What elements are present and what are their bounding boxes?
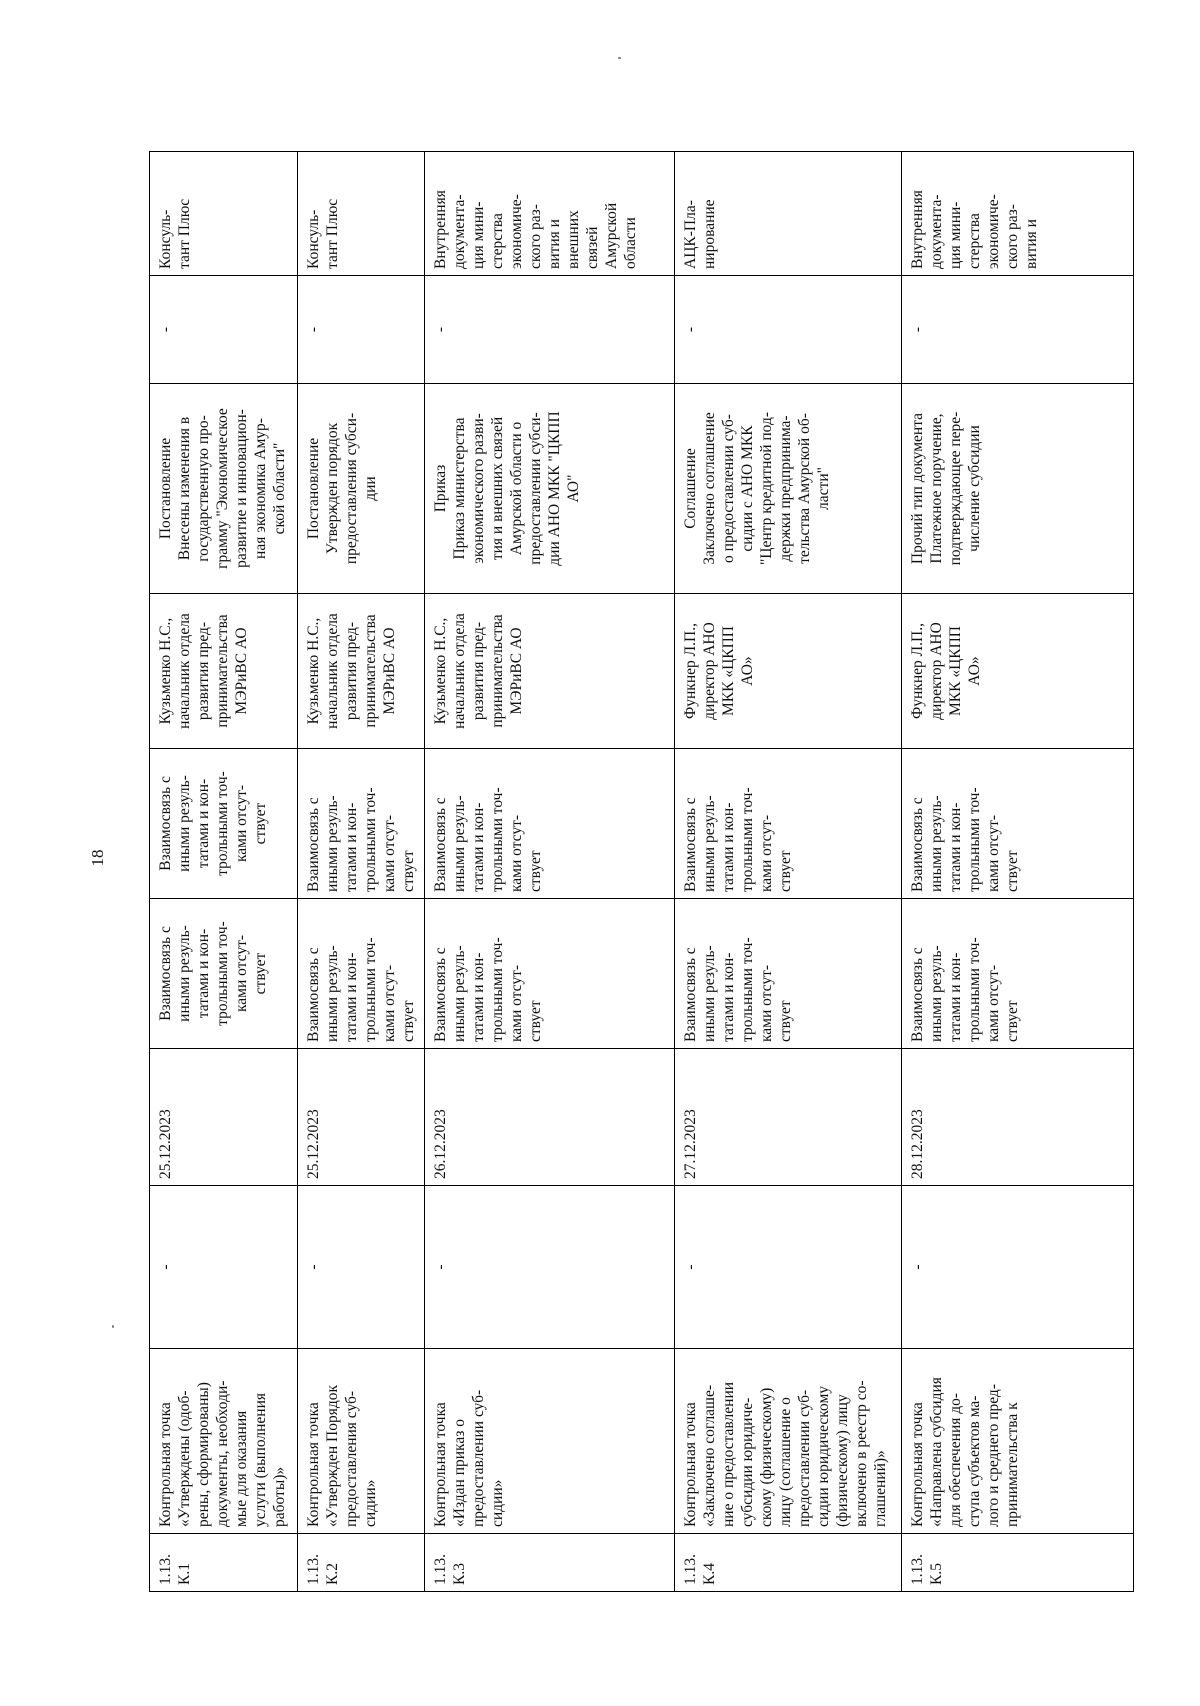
control-points-table [149, 151, 1134, 1592]
dash-cell: - [150, 1186, 298, 1349]
date-cell: 28.12.2023 [902, 1049, 1134, 1186]
dash-cell: - [902, 1186, 1134, 1349]
relationship-cell: Взаимосвязь с иными резуль- татами и кон- трольными точ- ками отсут- ствует [902, 899, 1134, 1049]
relationship-cell: Взаимосвязь с иными резуль- татами и кон- трольными точ- ками отсут- ствует [150, 899, 298, 1049]
table-row [902, 152, 1134, 1592]
responsible-person: Кузьменко Н.С., начальник отдела развития пред- принимательства МЭРиВС АО [150, 594, 298, 749]
table-row [675, 152, 902, 1592]
document-cell: Приказ Приказ министерства экономического разви- тия и внешних связей Амурской области о предоставлении субси- дии АНО МКК "ЦКПП АО" [425, 384, 675, 594]
table-row [425, 152, 675, 1592]
responsible-person: Функнер Л.П., директор АНО МКК «ЦКПП АО» [675, 594, 902, 749]
relationship-cell: Взаимосвязь с иными резуль- татами и кон- трольными точ- ками отсут- ствует [425, 749, 675, 899]
rotated-table-container [149, 152, 1131, 1592]
row-number: 1.13. К.1 [150, 1534, 298, 1592]
page-number: 18 [88, 849, 107, 867]
control-point-description: Контрольная точка «Утвержден Порядок предоставления суб- сидии» [298, 1349, 425, 1534]
row-number: 1.13. К.5 [902, 1534, 1134, 1592]
relationship-cell: Взаимосвязь с иными резуль- татами и кон- трольными точ- ками отсут- ствует [298, 749, 425, 899]
dash-cell: - [675, 276, 902, 384]
relationship-cell: Взаимосвязь с иными резуль- татами и кон- трольными точ- ками отсут- ствует [902, 749, 1134, 899]
control-point-description: Контрольная точка «Направлена субсидия для обеспечения до- ступа субъектов ма- лого и среднего пред- принимательства к [902, 1349, 1134, 1534]
dash-cell: - [675, 1186, 902, 1349]
row-number: 1.13. К.3 [425, 1534, 675, 1592]
information-system: Внутренняя документа- ция мини- стерства экономиче- ского раз- вития и [902, 152, 1134, 276]
responsible-person: Кузьменко Н.С., начальник отдела развития пред- принимательства МЭРиВС АО [298, 594, 425, 749]
dash-cell: - [425, 276, 675, 384]
dash-cell: - [298, 276, 425, 384]
dash-cell: - [150, 276, 298, 384]
relationship-cell: Взаимосвязь с иными резуль- татами и кон- трольными точ- ками отсут- ствует [150, 749, 298, 899]
document-cell: Постановление Утвержден порядок предоставления субси- дии [298, 384, 425, 594]
document-cell: Соглашение Заключено соглашение о предоставлении суб- сидии с АНО МКК "Центр кредитной под- держки предпринима- тельства Амурской об- ласти" [675, 384, 902, 594]
table-row [298, 152, 425, 1592]
date-cell: 25.12.2023 [150, 1049, 298, 1186]
dash-cell: - [425, 1186, 675, 1349]
control-point-description: Контрольная точка «Заключено соглаше- ние о предоставлении субсидии юридиче- скому (физическому) лицу (соглашение о предоставлении суб- сидии юридическому (физическому) лицу включено в реестр со- глашений)» [675, 1349, 902, 1534]
date-cell: 26.12.2023 [425, 1049, 675, 1186]
information-system: Консуль- тант Плюс [298, 152, 425, 276]
document-cell: Прочий тип документа Платежное поручение, подтверждающее пере- числение субсидии [902, 384, 1134, 594]
responsible-person: Функнер Л.П., директор АНО МКК «ЦКПП АО» [902, 594, 1134, 749]
responsible-person: Кузьменко Н.С., начальник отдела развития пред- принимательства МЭРиВС АО [425, 594, 675, 749]
table-row [150, 152, 298, 1592]
row-number: 1.13. К.4 [675, 1534, 902, 1592]
scan-speck [112, 1325, 114, 1328]
relationship-cell: Взаимосвязь с иными резуль- татами и кон- трольными точ- ками отсут- ствует [425, 899, 675, 1049]
date-cell: 27.12.2023 [675, 1049, 902, 1186]
relationship-cell: Взаимосвязь с иными резуль- татами и кон- трольными точ- ками отсут- ствует [675, 749, 902, 899]
row-number: 1.13. К.2 [298, 1534, 425, 1592]
information-system: Внутренняя документа- ция мини- стерства экономиче- ского раз- вития и внешних связей Амурской области [425, 152, 675, 276]
dash-cell: - [298, 1186, 425, 1349]
date-cell: 25.12.2023 [298, 1049, 425, 1186]
information-system: Консуль- тант Плюс [150, 152, 298, 276]
control-point-description: Контрольная точка «Издан приказ о предоставлении суб- сидии» [425, 1349, 675, 1534]
document-cell: Постановление Внесены изменения в государственную про- грамму "Экономическое развитие и инновацион- ная экономика Амур- ской области" [150, 384, 298, 594]
dash-cell: - [902, 276, 1134, 384]
control-point-description: Контрольная точка «Утверждены (одоб- рены, сформированы) документы, необходи- мые для оказания услуги (выполнения работы)» [150, 1349, 298, 1534]
scan-speck [618, 57, 621, 59]
relationship-cell: Взаимосвязь с иными резуль- татами и кон- трольными точ- ками отсут- ствует [298, 899, 425, 1049]
relationship-cell: Взаимосвязь с иными резуль- татами и кон- трольными точ- ками отсут- ствует [675, 899, 902, 1049]
information-system: АЦК-Пла- нирование [675, 152, 902, 276]
